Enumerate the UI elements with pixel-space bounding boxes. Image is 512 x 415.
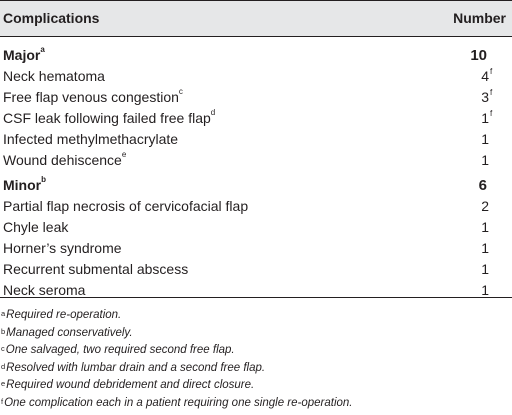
header-complications: Complications xyxy=(3,10,100,26)
row-name-text: Neck hematoma xyxy=(3,68,105,84)
footnote xyxy=(0,327,512,345)
row-name: Chyle leak xyxy=(3,219,69,235)
table-header xyxy=(0,0,512,37)
footnote-mark: a xyxy=(1,309,6,318)
row-value: 1 xyxy=(481,282,489,298)
header-number: Number xyxy=(453,10,506,26)
row-value: 1 xyxy=(481,131,489,147)
footnote-mark: d xyxy=(1,361,6,371)
footnote xyxy=(0,397,512,415)
row-name-text: Wound dehiscence xyxy=(3,152,122,168)
footnote xyxy=(0,309,512,327)
row-value xyxy=(481,88,493,105)
row-name xyxy=(3,152,126,168)
row-value-text: 4 xyxy=(481,68,489,84)
footnote-mark: c xyxy=(1,344,5,353)
row-name xyxy=(3,110,215,126)
row-name: Recurrent submental abscess xyxy=(3,261,189,277)
row-value xyxy=(481,109,493,126)
table-row xyxy=(0,238,512,259)
table-row xyxy=(0,259,512,280)
row-value: 1 xyxy=(481,240,489,256)
table-row xyxy=(0,129,512,150)
footnote xyxy=(0,362,512,380)
footnote-mark: f xyxy=(490,88,493,97)
row-value-text: 3 xyxy=(481,89,489,105)
footnote xyxy=(0,344,512,362)
table-row xyxy=(0,150,512,171)
group-total: 10 xyxy=(470,47,487,64)
group-row-minor xyxy=(0,175,512,196)
group-row-major xyxy=(0,45,512,66)
row-name-text: CSF leak following failed free flap xyxy=(3,110,211,126)
footnote-mark: b xyxy=(41,175,46,184)
row-name-text: Free flap venous congestion xyxy=(3,89,179,105)
footnote-mark: c xyxy=(178,87,183,96)
group-label xyxy=(3,177,46,193)
row-name: Horner’s syndrome xyxy=(3,240,122,256)
footnote-mark: f xyxy=(490,109,493,118)
table-row xyxy=(0,196,512,217)
row-name: Partial flap necrosis of cervicofacial flap xyxy=(3,198,249,214)
row-name: Infected methylmethacrylate xyxy=(3,131,179,147)
footnote-text: Resolved with lumbar drain and a second free flap. xyxy=(6,361,266,374)
footnote-mark: e xyxy=(1,379,6,388)
footnote-mark: b xyxy=(1,326,6,336)
footnote-mark: f xyxy=(490,67,493,76)
row-value: 2 xyxy=(481,198,489,214)
footnote-text: Managed conservatively. xyxy=(6,326,133,339)
group-label-text: Minor xyxy=(3,177,42,193)
row-value: 1 xyxy=(481,152,489,168)
row-value: 1 xyxy=(481,219,489,235)
footnote-mark: f xyxy=(1,396,4,406)
table-row xyxy=(0,66,512,87)
row-name xyxy=(3,68,105,84)
footnote-text: Required re-operation. xyxy=(6,309,122,321)
table-row xyxy=(0,87,512,108)
footnote-mark: a xyxy=(40,45,45,54)
table-bottom-rule xyxy=(0,297,512,298)
row-value-text: 1 xyxy=(481,110,489,126)
footnote-text: One complication each in a patient requiring one single re-operation. xyxy=(4,396,353,409)
row-value: 1 xyxy=(481,261,489,277)
row-name xyxy=(3,89,183,105)
footnotes xyxy=(0,309,512,414)
group-label-text: Major xyxy=(3,47,41,63)
row-name: Neck seroma xyxy=(3,282,86,298)
table-row xyxy=(0,108,512,129)
footnote-mark: e xyxy=(121,150,127,159)
footnote-text: One salvaged, two required second free flap. xyxy=(5,344,235,356)
footnote-mark: d xyxy=(210,108,216,117)
table-row xyxy=(0,217,512,238)
footnote xyxy=(0,379,512,397)
group-label xyxy=(3,47,45,63)
group-total: 6 xyxy=(478,177,487,194)
footnote-text: Required wound debridement and direct closure. xyxy=(6,379,255,391)
row-value xyxy=(481,67,493,84)
